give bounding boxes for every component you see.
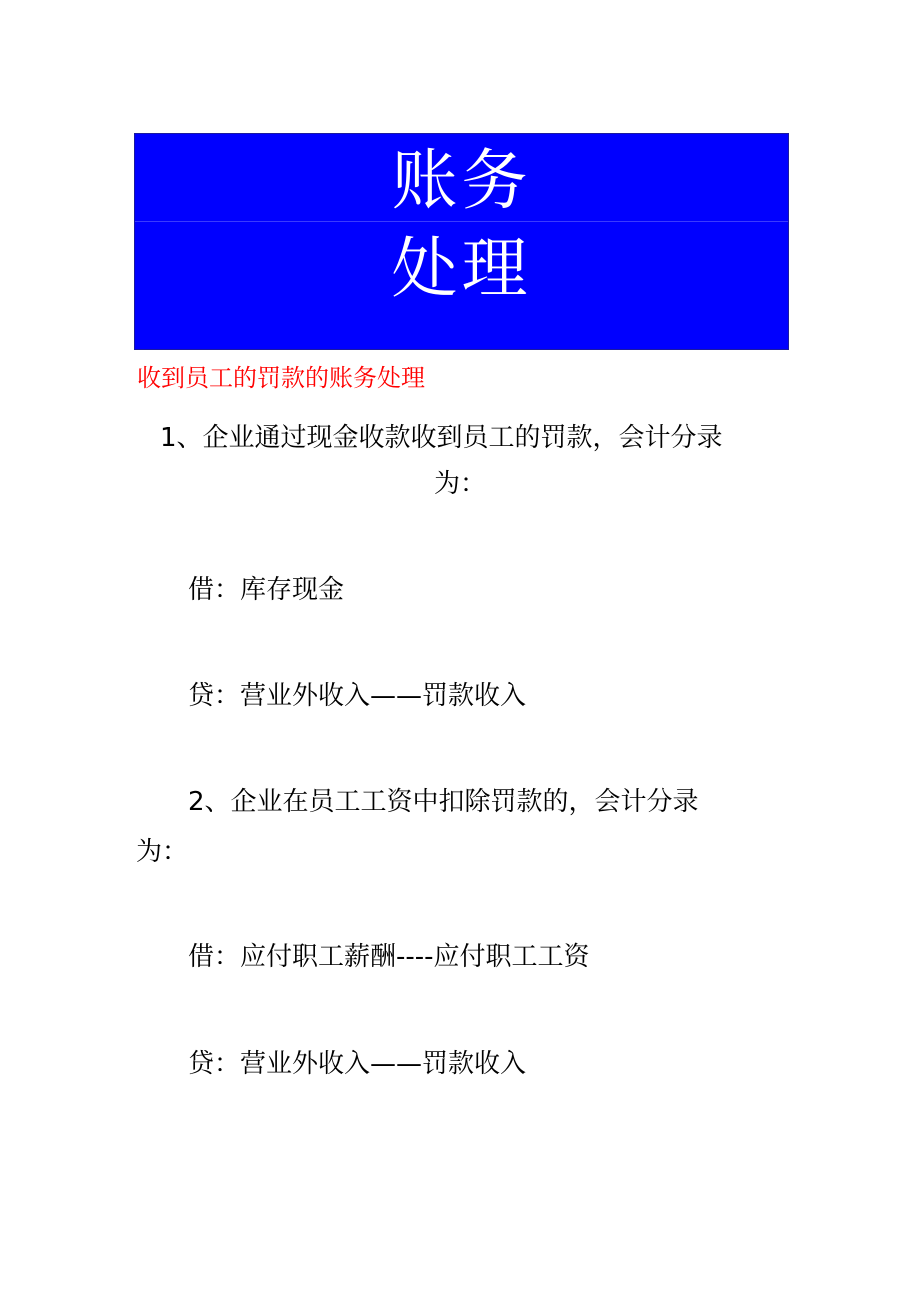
title-banner: [134, 133, 789, 350]
section1-intro-line-2: 为：: [433, 469, 486, 499]
section1-debit-entry: 借：库存现金: [188, 575, 345, 605]
section1-credit-entry: 贷：营业外收入——罚款收入: [188, 681, 527, 711]
section2-intro-line-2: 为：: [136, 837, 189, 867]
section-subtitle: 收到员工的罚款的账务处理: [137, 364, 425, 392]
banner-divider: [135, 221, 788, 222]
section2-intro-line-1: 2、企业在员工工资中扣除罚款的，会计分录: [188, 787, 699, 817]
section1-intro-line-1: 1、企业通过现金收款收到员工的罚款，会计分录: [160, 423, 723, 453]
section2-debit-entry: 借：应付职工薪酬----应付职工工资: [188, 942, 590, 972]
section2-credit-entry: 贷：营业外收入——罚款收入: [188, 1049, 527, 1079]
banner-title-line-2: 处理: [391, 230, 532, 307]
banner-title-line-1: 账务: [391, 142, 532, 219]
